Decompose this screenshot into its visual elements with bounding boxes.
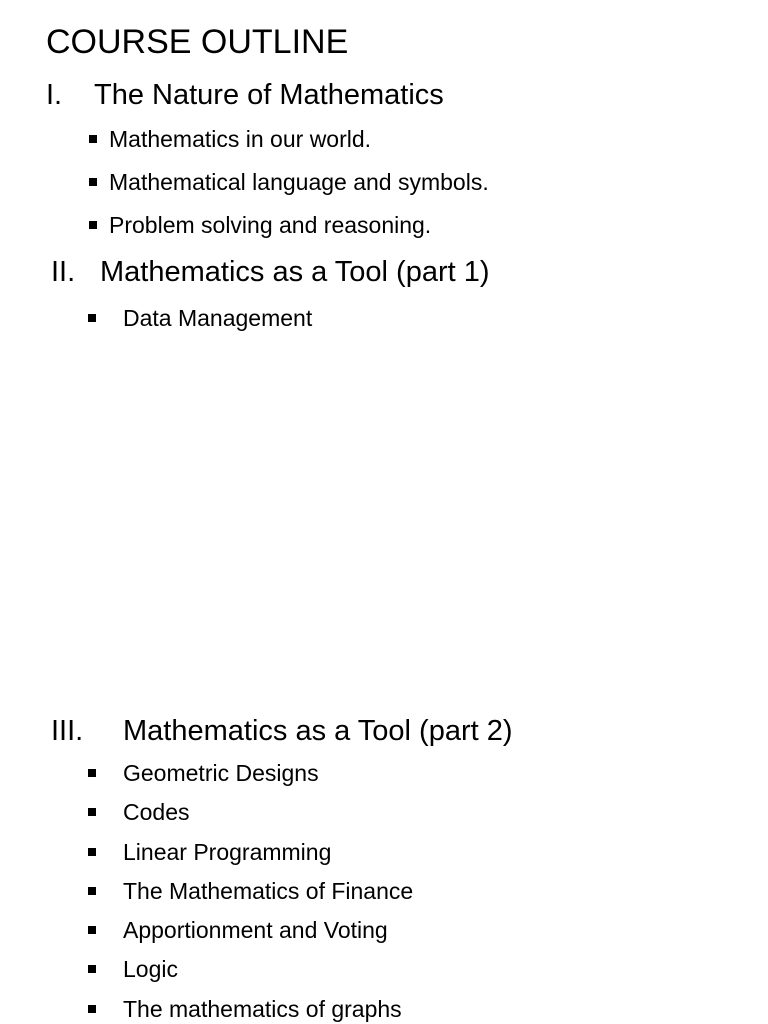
square-bullet-icon — [88, 769, 96, 777]
square-bullet-icon — [89, 178, 97, 186]
square-bullet-icon — [88, 1005, 96, 1013]
section-numeral: III. — [51, 715, 84, 747]
list-item-text: Apportionment and Voting — [123, 917, 388, 944]
square-bullet-icon — [88, 926, 96, 934]
square-bullet-icon — [89, 135, 97, 143]
list-item-text: Data Management — [123, 305, 313, 331]
square-bullet-icon — [88, 314, 96, 322]
list-item-text: The Mathematics of Finance — [123, 877, 414, 904]
section-title: Mathematics as a Tool (part 2) — [123, 715, 513, 747]
page-title: COURSE OUTLINE — [46, 23, 349, 61]
section-numeral: I. — [46, 79, 63, 111]
list-item-text: Codes — [123, 799, 190, 826]
list-item-text: Problem solving and reasoning. — [109, 212, 432, 238]
list-item-text: Linear Programming — [123, 838, 332, 865]
list-item-text: The mathematics of graphs — [123, 995, 402, 1022]
square-bullet-icon — [88, 848, 96, 856]
square-bullet-icon — [88, 965, 96, 973]
list-item-text: Geometric Designs — [123, 760, 319, 786]
section-numeral: II. — [51, 256, 76, 288]
square-bullet-icon — [88, 887, 96, 895]
section-title: The Nature of Mathematics — [94, 79, 444, 111]
list-item-text: Logic — [123, 956, 178, 983]
list-item-text: Mathematics in our world. — [109, 126, 372, 152]
section-title: Mathematics as a Tool (part 1) — [100, 256, 490, 288]
square-bullet-icon — [89, 221, 97, 229]
square-bullet-icon — [88, 808, 96, 816]
list-item-text: Mathematical language and symbols. — [109, 169, 489, 195]
